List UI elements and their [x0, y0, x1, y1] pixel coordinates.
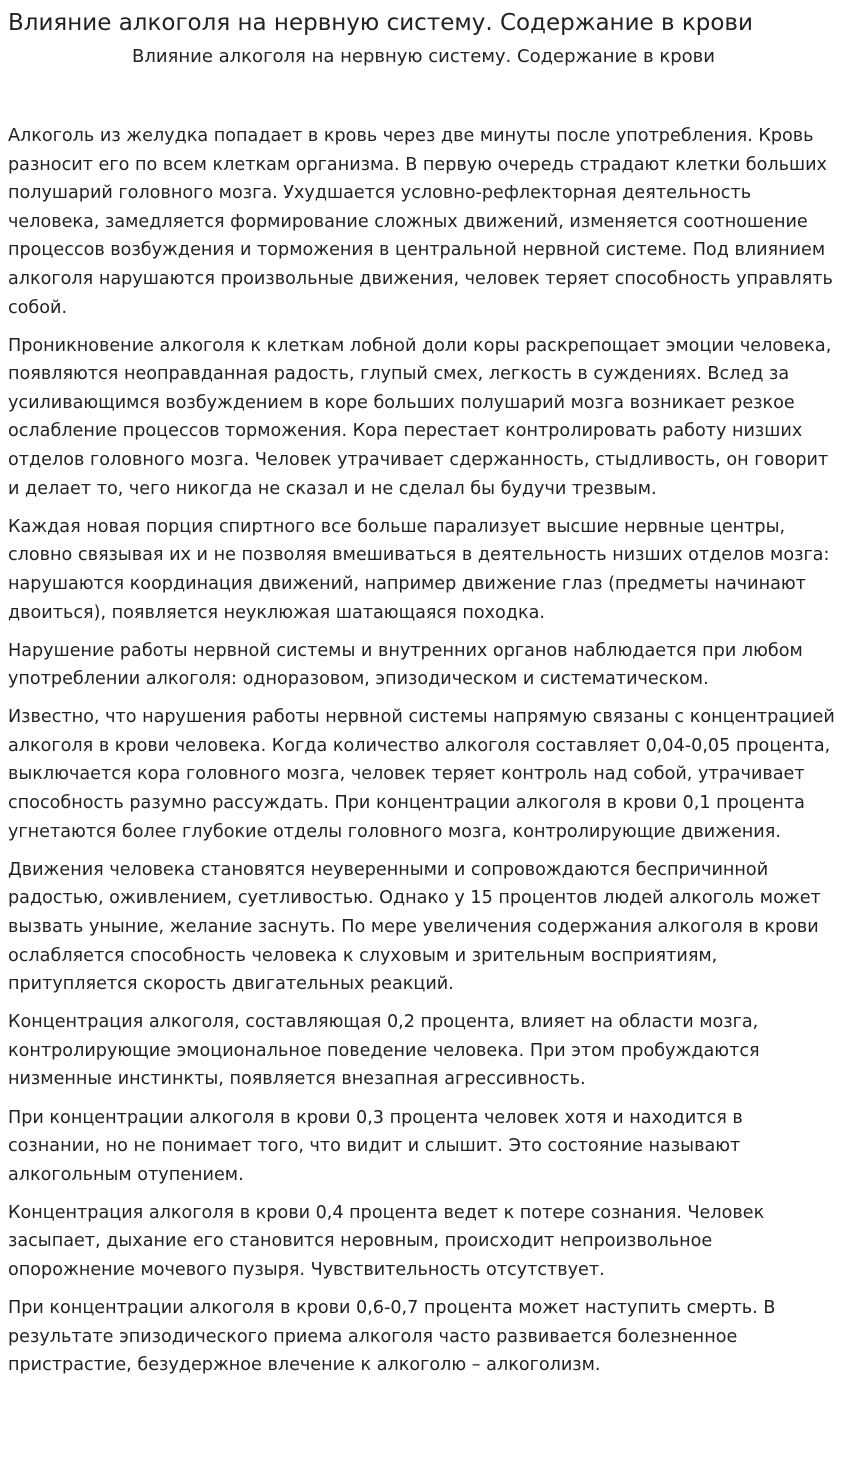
- article-paragraph: Концентрация алкоголя, составляющая 0,2 процента, влияет на области мозга, контролирующие эмоциональное поведение человека. При этом пробуждаются низменные инстинкты, появляется внезапная агрессивность.: [8, 1012, 760, 1090]
- article-paragraph: Движения человека становятся неуверенными и сопровождаются беспричинной радостью, оживлением, суетливостью. Однако у 15 процентов людей алкоголь может вызвать уныние, желание заснуть. По мере увеличения содержания алкоголя в крови ослабляется способность человека к слуховым и зрительным восприятиям, притупляется скорость двигательных реакций.: [8, 859, 821, 995]
- article-paragraph: При концентрации алкоголя в крови 0,3 процента человек хотя и находится в сознании, но не понимает того, что видит и слышит. Это состояние называют алкогольным отупением.: [8, 1107, 743, 1185]
- article-paragraph: Известно, что нарушения работы нервной системы напрямую связаны с концентрацией алкоголя в крови человека. Когда количество алкоголя составляет 0,04-0,05 процента, выключается кора головного мозга, человек теряет контроль над собой, утрачивает способность разумно рассуждать. При концентрации алкоголя в крови 0,1 процента угнетаются более глубокие отделы головного мозга, контролирующие движения.: [8, 707, 835, 842]
- article-paragraph: При концентрации алкоголя в крови 0,6-0,7 процента может наступить смерть. В результате эпизодического приема алкоголя часто развивается болезненное пристрастие, безудержное влечение к алкоголю – алкоголизм.: [8, 1298, 776, 1376]
- article-paragraph: Проникновение алкоголя к клеткам лобной доли коры раскрепощает эмоции человека, появляются неоправданная радость, глупый смех, легкость в суждениях. Вслед за усиливающимся возбуждением в коре больших полушарий мозга возникает резкое ослабление процессов торможения. Кора перестает контролировать работу низших отделов головного мозга. Человек утрачивает сдержанность, стыдливость, он говорит и делает то, чего никогда не сказал и не сделал бы будучи трезвым.: [8, 335, 832, 499]
- page-subtitle: Влияние алкоголя на нервную систему. Содержание в крови: [132, 46, 715, 67]
- article-body: [8, 122, 839, 1380]
- page-title: Влияние алкоголя на нервную систему. Содержание в крови: [8, 10, 753, 36]
- article-paragraph: Алкоголь из желудка попадает в кровь через две минуты после употребления. Кровь разносит его по всем клеткам организма. В первую очередь страдают клетки больших полушарий головного мозга. Ухудшается условно-рефлекторная деятельность человека, замедляется формирование сложных движений, изменяется соотношение процессов возбуждения и торможения в центральной нервной системе. Под влиянием алкоголя нарушаются произвольные движения, человек теряет способность управлять собой.: [8, 126, 833, 318]
- article-paragraph: Концентрация алкоголя в крови 0,4 процента ведет к потере сознания. Человек засыпает, дыхание его становится неровным, происходит непроизвольное опорожнение мочевого пузыря. Чувствительность отсутствует.: [8, 1202, 765, 1280]
- article-paragraph: Нарушение работы нервной системы и внутренних органов наблюдается при любом употреблении алкоголя: одноразовом, эпизодическом и систематическом.: [8, 640, 803, 690]
- article-paragraph: Каждая новая порция спиртного все больше парализует высшие нервные центры, словно связывая их и не позволяя вмешиваться в деятельность низших отделов мозга: нарушаются координация движений, например движение глаз (предметы начинают двоиться), появляется неуклюжая шатающаяся походка.: [8, 516, 830, 623]
